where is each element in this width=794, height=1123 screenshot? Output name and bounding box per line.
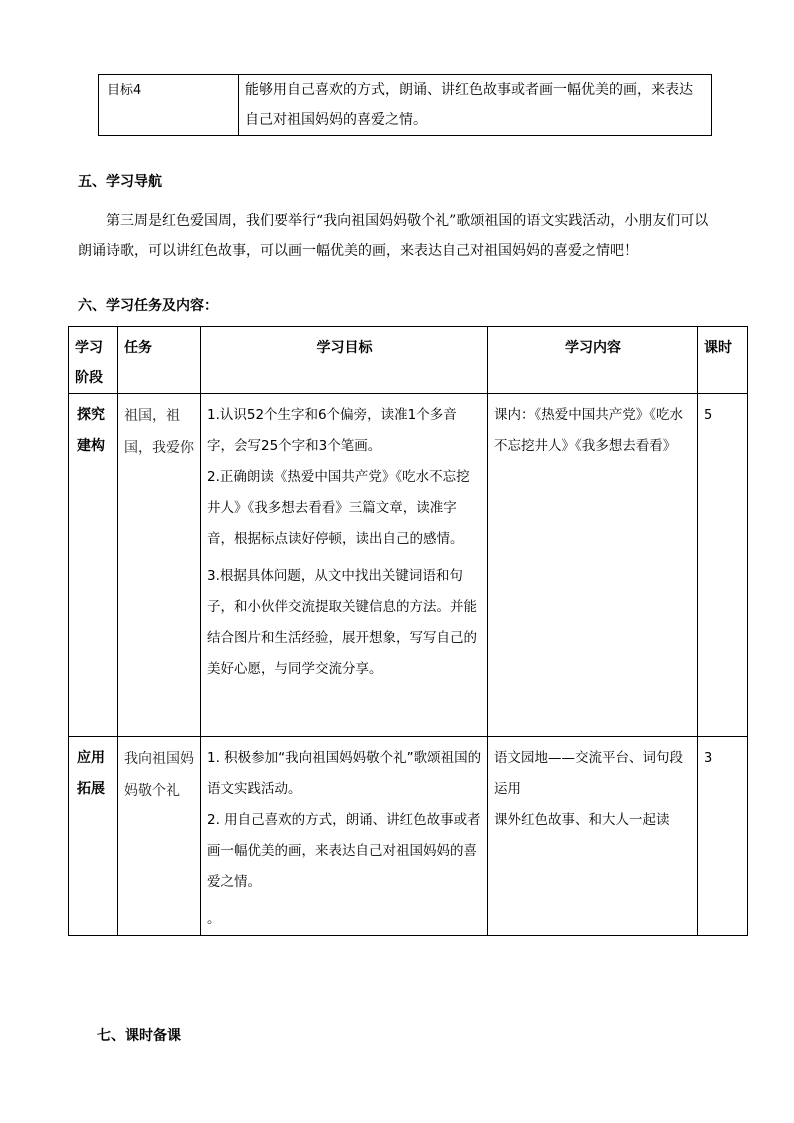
row-content: [488, 394, 698, 737]
header-stage: 学习阶段: [69, 327, 118, 394]
header-content: 学习内容: [488, 327, 698, 394]
goal-label: 目标4: [99, 75, 239, 136]
row-goals: [201, 737, 488, 936]
row-hours: 3: [698, 737, 748, 936]
content-item: 语文园地——交流平台、词句段运用: [494, 750, 683, 797]
goal-item: 1. 积极参加“我向祖国妈妈敬个礼”歌颂祖国的语文实践活动。: [207, 750, 482, 797]
goal-text: 能够用自己喜欢的方式，朗诵、讲红色故事或者画一幅优美的画，来表达自己对祖国妈妈的喜爱之情。: [239, 75, 712, 136]
row-task: 祖国，祖国，我爱你: [118, 394, 201, 737]
row-stage: 应用拓展: [69, 737, 118, 936]
task-table: [68, 326, 748, 936]
row-stage: 探究建构: [69, 394, 118, 737]
table-header-row: [69, 327, 748, 394]
row-goals: [201, 394, 488, 737]
goal-item: 1.认识52个生字和6个偏旁，读准1个多音字，会写25个字和3个笔画。: [207, 407, 457, 454]
section-heading-tasks: 六、学习任务及内容：: [78, 298, 218, 314]
goal-item: 3.根据具体问题，从文中找出关键词语和句子，和小伙伴交流提取关键信息的方法。并能结合图片和生活经验，展开想象，写写自己的美好心愿，与同学交流分享。: [207, 568, 477, 677]
row-hours: 5: [698, 394, 748, 737]
table-row: [69, 394, 748, 737]
content-item: 课内：《热爱中国共产党》《吃水不忘挖井人》《我多想去看看》: [494, 407, 683, 454]
row-task: 我向祖国妈妈敬个礼: [118, 737, 201, 936]
row-content: [488, 737, 698, 936]
goal-item: 。: [207, 911, 221, 927]
learning-guide-paragraph: 第三周是红色爱国周，我们要举行“我向祖国妈妈敬个礼”歌颂祖国的语文实践活动，小朋友们可以朗诵诗歌，可以讲红色故事，可以画一幅优美的画，来表达自己对祖国妈妈的喜爱之情吧！: [78, 213, 709, 259]
header-task: 任务: [118, 327, 201, 394]
section-heading-lesson-prep: 七、课时备课: [97, 1028, 181, 1044]
table-row: [69, 737, 748, 936]
content-item: 课外红色故事、和大人一起读: [494, 812, 670, 828]
goal-item: 2. 用自己喜欢的方式，朗诵、讲红色故事或者画一幅优美的画，来表达自己对祖国妈妈的喜爱之情。: [207, 812, 481, 890]
section-heading-learning-guide: 五、学习导航: [78, 174, 162, 190]
goal-item: 2.正确朗读《热爱中国共产党》《吃水不忘挖井人》《我多想去看看》三篇文章，读准字音，根据标点读好停顿，读出自己的感情。: [207, 469, 470, 547]
goal-table: [98, 74, 712, 136]
header-hours: 课时: [698, 327, 748, 394]
goal-row: [99, 75, 712, 136]
header-goals: 学习目标: [201, 327, 488, 394]
